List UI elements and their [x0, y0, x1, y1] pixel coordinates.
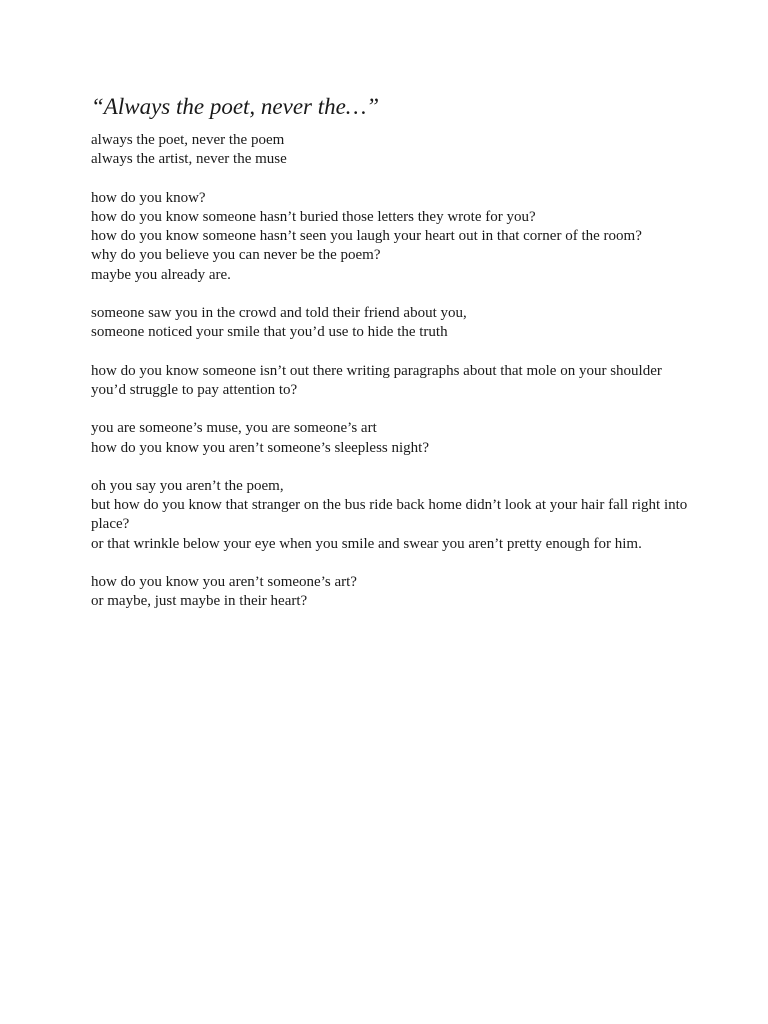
poem-body [91, 93, 691, 631]
poem-line: how do you know? [91, 189, 206, 206]
stanza-6 [91, 477, 691, 554]
poem-line: or that wrinkle below your eye when you smile and swear you aren’t pretty enough for him. [91, 535, 642, 552]
poem-line: always the artist, never the muse [91, 151, 287, 168]
poem-line: how do you know someone hasn’t seen you laugh your heart out in that corner of the room? [91, 228, 642, 245]
poem-line: you are someone’s muse, you are someone’s art [91, 420, 377, 437]
stanza-1 [91, 131, 691, 170]
poem-line: how do you know someone hasn’t buried those letters they wrote for you? [91, 208, 536, 225]
poem-line: how do you know you aren’t someone’s sleepless night? [91, 439, 430, 456]
stanza-2 [91, 189, 691, 285]
poem-line: oh you say you aren’t the poem, [91, 477, 284, 494]
poem-line: why do you believe you can never be the poem? [91, 247, 381, 264]
poem-title: “Always the poet, never the…” [91, 94, 380, 119]
poem-line: but how do you know that stranger on the bus ride back home didn’t look at your hair fall right into place? [91, 497, 688, 533]
stanza-7 [91, 573, 691, 612]
poem-line: always the poet, never the poem [91, 132, 285, 148]
poem-line: or maybe, just maybe in their heart? [91, 593, 308, 610]
poem-line: how do you know someone isn’t out there writing paragraphs about that mole on your shoulder you’d struggle to pay attention to? [91, 362, 662, 398]
poem-line: maybe you already are. [91, 266, 231, 283]
poem-line: someone saw you in the crowd and told their friend about you, [91, 305, 467, 322]
stanza-5 [91, 419, 691, 458]
stanza-4 [91, 362, 691, 401]
poem-line: someone noticed your smile that you’d use to hide the truth [91, 324, 448, 341]
stanza-3 [91, 304, 691, 343]
poem-line: how do you know you aren’t someone’s art? [91, 574, 357, 591]
